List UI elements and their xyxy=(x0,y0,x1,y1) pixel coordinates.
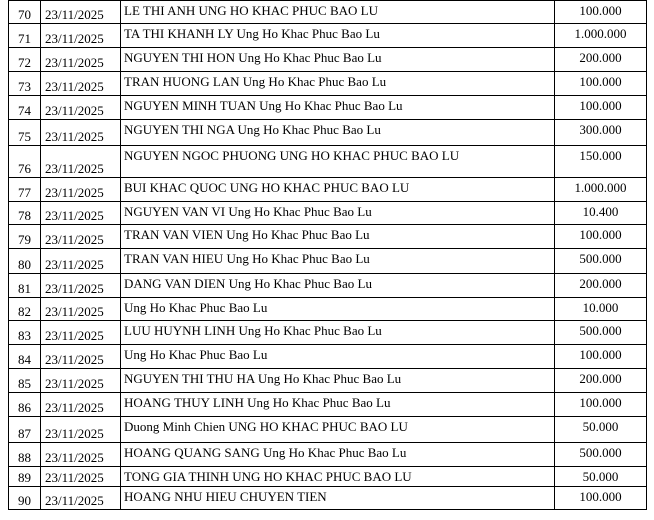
entry-amount: 100.000 xyxy=(555,1,647,24)
entry-number: 77 xyxy=(9,178,41,202)
entry-number: 70 xyxy=(9,1,41,24)
entry-date: 23/11/2025 xyxy=(41,146,121,178)
entry-description: TRAN VAN VIEN Ung Ho Khac Phuc Bao Lu xyxy=(121,225,555,249)
entry-date: 23/11/2025 xyxy=(41,24,121,48)
entry-amount: 50.000 xyxy=(555,467,647,487)
entry-number: 80 xyxy=(9,249,41,274)
entry-description: HOANG NHU HIEU CHUYEN TIEN xyxy=(121,487,555,510)
entry-number: 74 xyxy=(9,96,41,120)
entry-number: 81 xyxy=(9,274,41,298)
entry-date: 23/11/2025 xyxy=(41,417,121,443)
table-row xyxy=(9,120,647,146)
entry-date: 23/11/2025 xyxy=(41,345,121,369)
entry-description: TONG GIA THINH UNG HO KHAC PHUC BAO LU xyxy=(121,467,555,487)
entry-number: 73 xyxy=(9,72,41,96)
entry-amount: 200.000 xyxy=(555,48,647,72)
entry-amount: 100.000 xyxy=(555,487,647,510)
entry-number: 76 xyxy=(9,146,41,178)
table-row xyxy=(9,467,647,487)
entry-amount: 200.000 xyxy=(555,369,647,393)
table-row xyxy=(9,321,647,345)
entry-date: 23/11/2025 xyxy=(41,1,121,24)
entry-date: 23/11/2025 xyxy=(41,202,121,225)
entry-description: NGUYEN MINH TUAN Ung Ho Khac Phuc Bao Lu xyxy=(121,96,555,120)
entry-date: 23/11/2025 xyxy=(41,487,121,510)
entry-amount: 100.000 xyxy=(555,96,647,120)
entry-description: DANG VAN DIEN Ung Ho Khac Phuc Bao Lu xyxy=(121,274,555,298)
entry-amount: 500.000 xyxy=(555,321,647,345)
entry-number: 86 xyxy=(9,393,41,417)
entry-amount: 10.000 xyxy=(555,298,647,321)
table-row xyxy=(9,24,647,48)
table-row xyxy=(9,487,647,510)
entry-date: 23/11/2025 xyxy=(41,225,121,249)
entry-number: 87 xyxy=(9,417,41,443)
entry-amount: 150.000 xyxy=(555,146,647,178)
entry-number: 89 xyxy=(9,467,41,487)
entry-number: 71 xyxy=(9,24,41,48)
entry-amount: 100.000 xyxy=(555,72,647,96)
entry-description: NGUYEN THI NGA Ung Ho Khac Phuc Bao Lu xyxy=(121,120,555,146)
entry-date: 23/11/2025 xyxy=(41,178,121,202)
entry-date: 23/11/2025 xyxy=(41,443,121,467)
entry-number: 90 xyxy=(9,487,41,510)
entry-number: 85 xyxy=(9,369,41,393)
entry-description: HOANG THUY LINH Ung Ho Khac Phuc Bao Lu xyxy=(121,393,555,417)
entry-description: Ung Ho Khac Phuc Bao Lu xyxy=(121,345,555,369)
entry-description: LE THI ANH UNG HO KHAC PHUC BAO LU xyxy=(121,1,555,24)
entry-date: 23/11/2025 xyxy=(41,48,121,72)
entry-date: 23/11/2025 xyxy=(41,274,121,298)
table-row xyxy=(9,225,647,249)
table-row xyxy=(9,146,647,178)
entry-amount: 50.000 xyxy=(555,417,647,443)
entry-description: TRAN VAN HIEU Ung Ho Khac Phuc Bao Lu xyxy=(121,249,555,274)
entry-date: 23/11/2025 xyxy=(41,298,121,321)
entry-number: 82 xyxy=(9,298,41,321)
entry-number: 83 xyxy=(9,321,41,345)
entry-description: HOANG QUANG SANG Ung Ho Khac Phuc Bao Lu xyxy=(121,443,555,467)
entry-description: NGUYEN NGOC PHUONG UNG HO KHAC PHUC BAO LU xyxy=(121,146,555,178)
table-row xyxy=(9,48,647,72)
entry-amount: 500.000 xyxy=(555,249,647,274)
entry-amount: 10.400 xyxy=(555,202,647,225)
entry-amount: 200.000 xyxy=(555,274,647,298)
entry-number: 72 xyxy=(9,48,41,72)
table-row xyxy=(9,393,647,417)
table-row xyxy=(9,202,647,225)
entry-description: BUI KHAC QUOC UNG HO KHAC PHUC BAO LU xyxy=(121,178,555,202)
table-row xyxy=(9,178,647,202)
ledger-body xyxy=(9,1,647,510)
entry-amount: 1.000.000 xyxy=(555,24,647,48)
entry-description: TA THI KHANH LY Ung Ho Khac Phuc Bao Lu xyxy=(121,24,555,48)
entry-amount: 100.000 xyxy=(555,225,647,249)
table-row xyxy=(9,1,647,24)
table-row xyxy=(9,96,647,120)
entry-description: NGUYEN THI HON Ung Ho Khac Phuc Bao Lu xyxy=(121,48,555,72)
table-row xyxy=(9,369,647,393)
entry-date: 23/11/2025 xyxy=(41,369,121,393)
entry-amount: 100.000 xyxy=(555,393,647,417)
entry-date: 23/11/2025 xyxy=(41,96,121,120)
entry-date: 23/11/2025 xyxy=(41,467,121,487)
entry-amount: 500.000 xyxy=(555,443,647,467)
entry-description: Ung Ho Khac Phuc Bao Lu xyxy=(121,298,555,321)
table-row xyxy=(9,72,647,96)
entry-date: 23/11/2025 xyxy=(41,72,121,96)
entry-number: 78 xyxy=(9,202,41,225)
entry-number: 84 xyxy=(9,345,41,369)
table-row xyxy=(9,443,647,467)
entry-date: 23/11/2025 xyxy=(41,249,121,274)
entry-amount: 1.000.000 xyxy=(555,178,647,202)
entry-date: 23/11/2025 xyxy=(41,393,121,417)
entry-amount: 300.000 xyxy=(555,120,647,146)
entry-description: Duong Minh Chien UNG HO KHAC PHUC BAO LU xyxy=(121,417,555,443)
table-row xyxy=(9,345,647,369)
entry-description: LUU HUYNH LINH Ung Ho Khac Phuc Bao Lu xyxy=(121,321,555,345)
table-row xyxy=(9,274,647,298)
entry-date: 23/11/2025 xyxy=(41,120,121,146)
table-row xyxy=(9,249,647,274)
entry-description: NGUYEN THI THU HA Ung Ho Khac Phuc Bao Lu xyxy=(121,369,555,393)
table-row xyxy=(9,417,647,443)
entry-number: 79 xyxy=(9,225,41,249)
table-row xyxy=(9,298,647,321)
entry-number: 88 xyxy=(9,443,41,467)
entry-description: NGUYEN VAN VI Ung Ho Khac Phuc Bao Lu xyxy=(121,202,555,225)
entry-amount: 100.000 xyxy=(555,345,647,369)
donation-ledger-table xyxy=(8,0,647,510)
entry-description: TRAN HUONG LAN Ung Ho Khac Phuc Bao Lu xyxy=(121,72,555,96)
entry-date: 23/11/2025 xyxy=(41,321,121,345)
entry-number: 75 xyxy=(9,120,41,146)
